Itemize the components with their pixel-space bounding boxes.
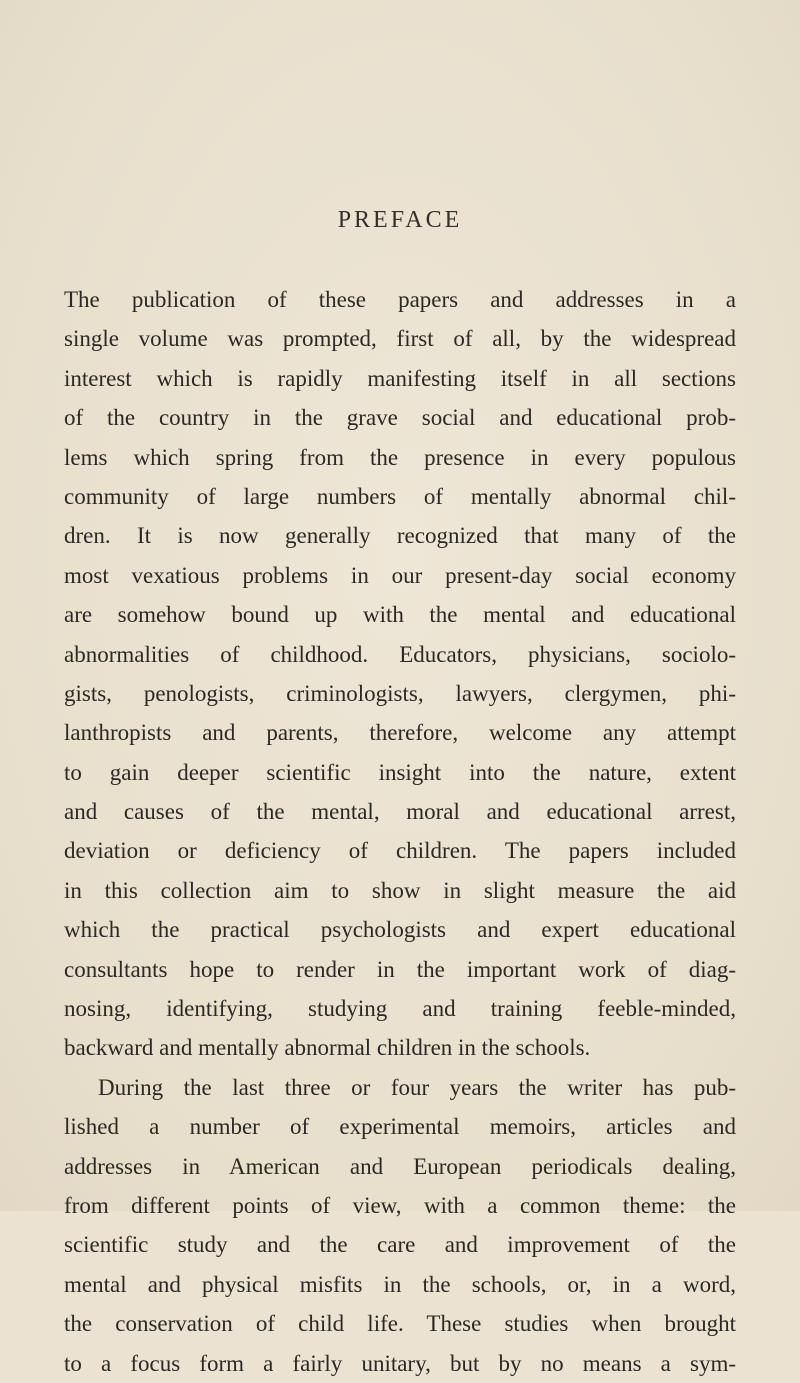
text-line: single volume was prompted, first of all, by the widespread <box>64 326 736 352</box>
text-line: the conservation of child life. These studies when brought <box>64 1311 736 1337</box>
text-line: scientific study and the care and improvement of the <box>64 1232 736 1258</box>
text-line: deviation or deficiency of children. The papers included <box>64 838 736 864</box>
text-line: addresses in American and European periodicals dealing, <box>64 1153 736 1179</box>
text-line: to gain deeper scientific insight into the nature, extent <box>64 759 736 785</box>
text-line: in this collection aim to show in slight measure the aid <box>64 877 736 903</box>
text-line: lished a number of experimental memoirs, articles and <box>64 1114 736 1140</box>
text-line: from different points of view, with a common theme: the <box>64 1192 736 1218</box>
paragraph-end-line: backward and mentally abnormal children in the schools. <box>64 1035 591 1061</box>
text-line: most vexatious problems in our present-day social economy <box>64 562 736 588</box>
text-line: which the practical psychologists and expert educational <box>64 917 736 943</box>
text-line: to a focus form a fairly unitary, but by no means a sym- <box>64 1350 736 1376</box>
preface-body <box>64 280 736 1383</box>
text-line: dren. It is now generally recognized that many of the <box>64 523 736 549</box>
text-line: and causes of the mental, moral and educational arrest, <box>64 799 736 825</box>
text-line: community of large numbers of mentally abnormal chil- <box>64 483 736 509</box>
text-line: of the country in the grave social and educational prob- <box>64 405 736 431</box>
text-line: nosing, identifying, studying and training feeble-minded, <box>64 996 736 1022</box>
text-line: gists, penologists, criminologists, lawyers, clergymen, phi- <box>64 680 736 706</box>
paragraph-start-line: During the last three or four years the writer has pub- <box>98 1074 736 1100</box>
text-line: lanthropists and parents, therefore, welcome any attempt <box>64 720 736 746</box>
text-line: consultants hope to render in the important work of diag- <box>64 956 736 982</box>
text-line: lems which spring from the presence in every populous <box>64 444 736 470</box>
text-line: The publication of these papers and addresses in a <box>64 287 736 312</box>
page-title: PREFACE <box>337 207 463 233</box>
text-line: abnormalities of childhood. Educators, physicians, sociolo- <box>64 641 736 667</box>
text-line: mental and physical misfits in the schools, or, in a word, <box>64 1271 736 1297</box>
text-line: are somehow bound up with the mental and educational <box>64 602 736 628</box>
text-line: interest which is rapidly manifesting itself in all sections <box>64 365 736 391</box>
